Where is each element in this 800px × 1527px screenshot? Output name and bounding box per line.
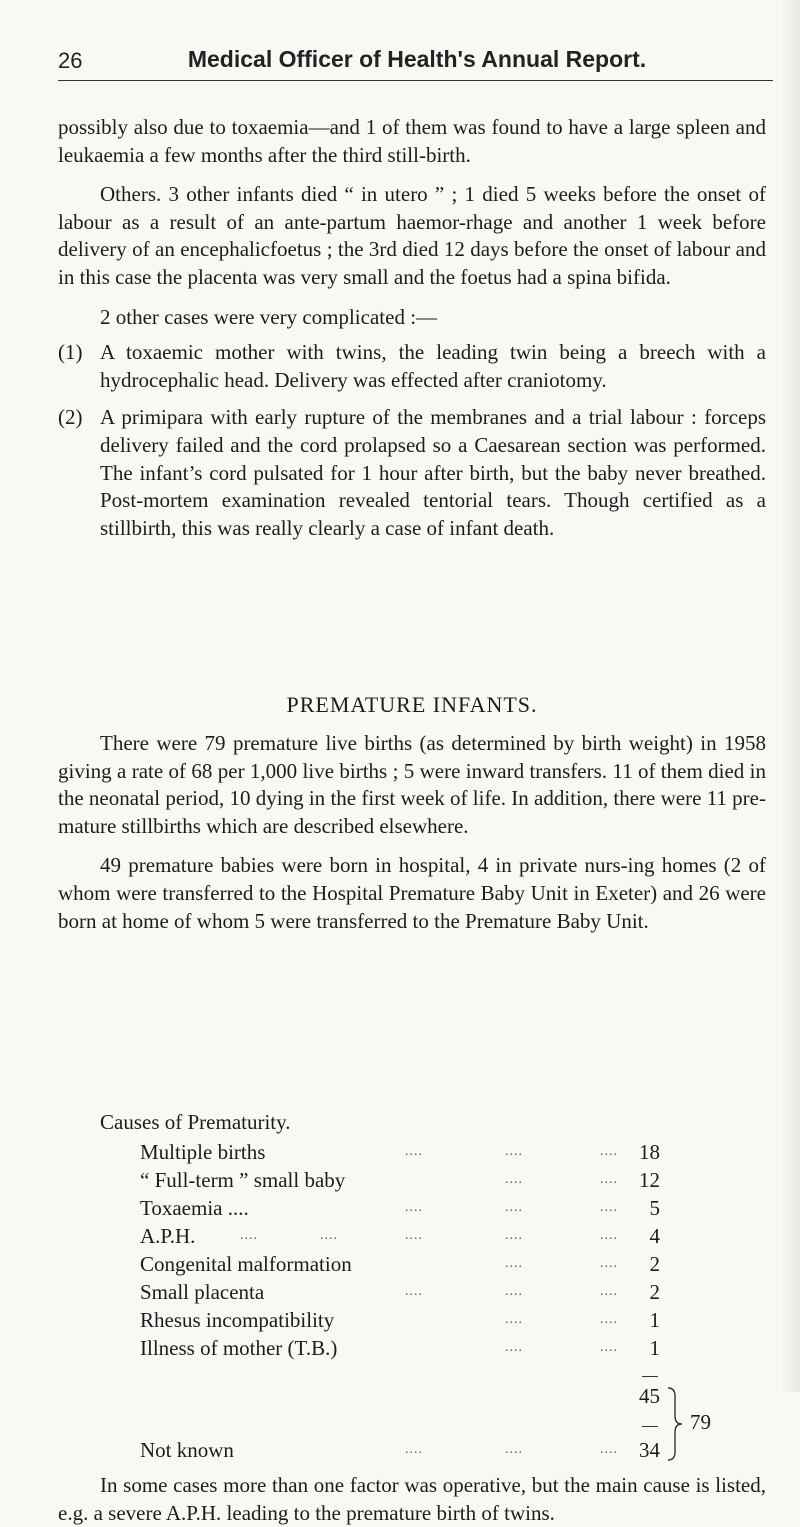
brace-path — [668, 1388, 682, 1460]
cause-value: 4 — [649, 1224, 660, 1248]
header-rule — [58, 80, 773, 81]
leader-dots: .... — [505, 1228, 523, 1243]
leader-dots: .... — [600, 1312, 618, 1327]
report-title: Medical Officer of Health's Annual Report. — [187, 46, 647, 72]
cause-label: Congenital malformation — [140, 1252, 352, 1276]
leader-dots: .... — [505, 1172, 523, 1187]
section-heading: PREMATURE INFANTS. — [286, 692, 538, 717]
cause-label: Toxaemia .... — [140, 1196, 249, 1220]
cause-value: 2 — [649, 1252, 660, 1276]
table-row — [140, 1194, 660, 1222]
leader-dots: .... — [505, 1144, 523, 1159]
leader-dots: .... — [505, 1312, 523, 1327]
cause-value: 1 — [649, 1308, 660, 1332]
cause-label: Small placenta — [140, 1280, 265, 1304]
case-number: (1) — [58, 340, 83, 365]
closing-paragraph: In some cases more than one factor was operative, but the main cause is listed, e.g. a severe A.P.H. leading to the premature birth of twins. — [58, 1473, 766, 1525]
stillbirth-section — [58, 114, 766, 552]
table-row — [140, 1138, 660, 1166]
cause-label: “ Full-term ” small baby — [140, 1168, 346, 1192]
leader-dots: .... — [405, 1442, 423, 1457]
leader-dots: .... — [600, 1200, 618, 1215]
sum-rule-upper — [642, 1376, 658, 1377]
leader-dots: .... — [600, 1144, 618, 1159]
case-item — [58, 339, 766, 394]
paragraph-place-of-birth: 49 premature babies were born in hospital, 4 in private nurs-ing homes (2 of whom were transferred to the Hospital Premature Baby Unit in Exeter) and 26 were born at home of whom 5 were transferred to the Premature Baby Unit. — [58, 853, 766, 933]
cause-label: A.P.H. — [140, 1224, 196, 1248]
leader-dots: .... — [600, 1284, 618, 1299]
paragraph-complicated: 2 other cases were very complicated :— — [100, 304, 438, 329]
leader-dots: .... — [505, 1284, 523, 1299]
table-row — [140, 1306, 660, 1334]
leader-dots: .... — [405, 1144, 423, 1159]
table-row — [140, 1250, 660, 1278]
leader-dots: .... — [600, 1228, 618, 1243]
subtotal: 45 — [639, 1384, 660, 1408]
page-header — [58, 44, 776, 78]
leader-dots: .... — [600, 1340, 618, 1355]
leader-dots: .... — [505, 1442, 523, 1457]
leader-dots: .... — [600, 1256, 618, 1271]
leader-dots: .... — [405, 1200, 423, 1215]
leader-dots: .... — [240, 1228, 258, 1243]
case-number: (2) — [58, 405, 83, 430]
leader-dots: .... — [505, 1200, 523, 1215]
case-text: A primipara with early rupture of the membranes and a trial labour : forceps delivery failed and the cord prolapsed so a Caesarean section was performed. The infant’s cord pulsated for 1 hour after birth, but the baby never breathed. Post-mortem examination revealed tentorial tears. Though certified as a stillbirth, this was really clearly a case of infant death. — [100, 405, 766, 540]
table-row — [140, 1278, 660, 1306]
sum-rule-lower — [642, 1426, 658, 1427]
cause-value: 18 — [639, 1140, 660, 1164]
leader-dots: .... — [600, 1442, 618, 1457]
paragraph-continuation: possibly also due to toxaemia—and 1 of them was found to have a large spleen and leukaemia a few months after the third still-birth. — [58, 115, 766, 167]
leader-dots: .... — [405, 1284, 423, 1299]
paragraph-premature-births: There were 79 premature live births (as determined by birth weight) in 1958 giving a rate of 68 per 1,000 live births ; 5 were inward transfers. 11 of them died in the neonatal period, 10 dying in the first week of life. In addition, there were 11 pre-mature stillbirths which are described elsewhere. — [58, 731, 766, 838]
cause-value: 2 — [649, 1280, 660, 1304]
table-row — [140, 1334, 660, 1362]
case-item — [58, 404, 766, 542]
cause-label: Illness of mother (T.B.) — [140, 1336, 338, 1360]
not-known-label: Not known — [140, 1438, 234, 1462]
not-known-value: 34 — [639, 1438, 660, 1462]
causes-table — [140, 1138, 660, 1362]
case-text: A toxaemic mother with twins, the leading twin being a breech with a hydrocephalic head. Delivery was effected after craniotomy. — [100, 340, 766, 392]
brace-icon — [666, 1384, 690, 1464]
cause-label: Multiple births — [140, 1140, 266, 1164]
table-row — [140, 1166, 660, 1194]
grand-total: 79 — [690, 1410, 711, 1434]
leader-dots: .... — [505, 1256, 523, 1271]
paragraph-others: Others. 3 other infants died “ in utero ” ; 1 died 5 weeks before the onset of labour as a result of an ante-partum haemor-rhage and another 1 week before delivery of an encephalicfoetus ; the 3rd died 12 days before the onset of labour and in this case the placenta was very small and the foetus had a spina bifida. — [58, 182, 766, 289]
cause-value: 1 — [649, 1336, 660, 1360]
leader-dots: .... — [320, 1228, 338, 1243]
premature-section — [58, 730, 766, 947]
cause-value: 12 — [639, 1168, 660, 1192]
leader-dots: .... — [505, 1340, 523, 1355]
leader-dots: .... — [405, 1228, 423, 1243]
causes-title: Causes of Prematurity. — [100, 1110, 291, 1134]
page-number: 26 — [58, 48, 83, 73]
cause-value: 5 — [649, 1196, 660, 1220]
table-row — [140, 1222, 660, 1250]
page-edge-shadow — [780, 0, 800, 1392]
cause-label: Rhesus incompatibility — [140, 1308, 335, 1332]
leader-dots: .... — [600, 1172, 618, 1187]
